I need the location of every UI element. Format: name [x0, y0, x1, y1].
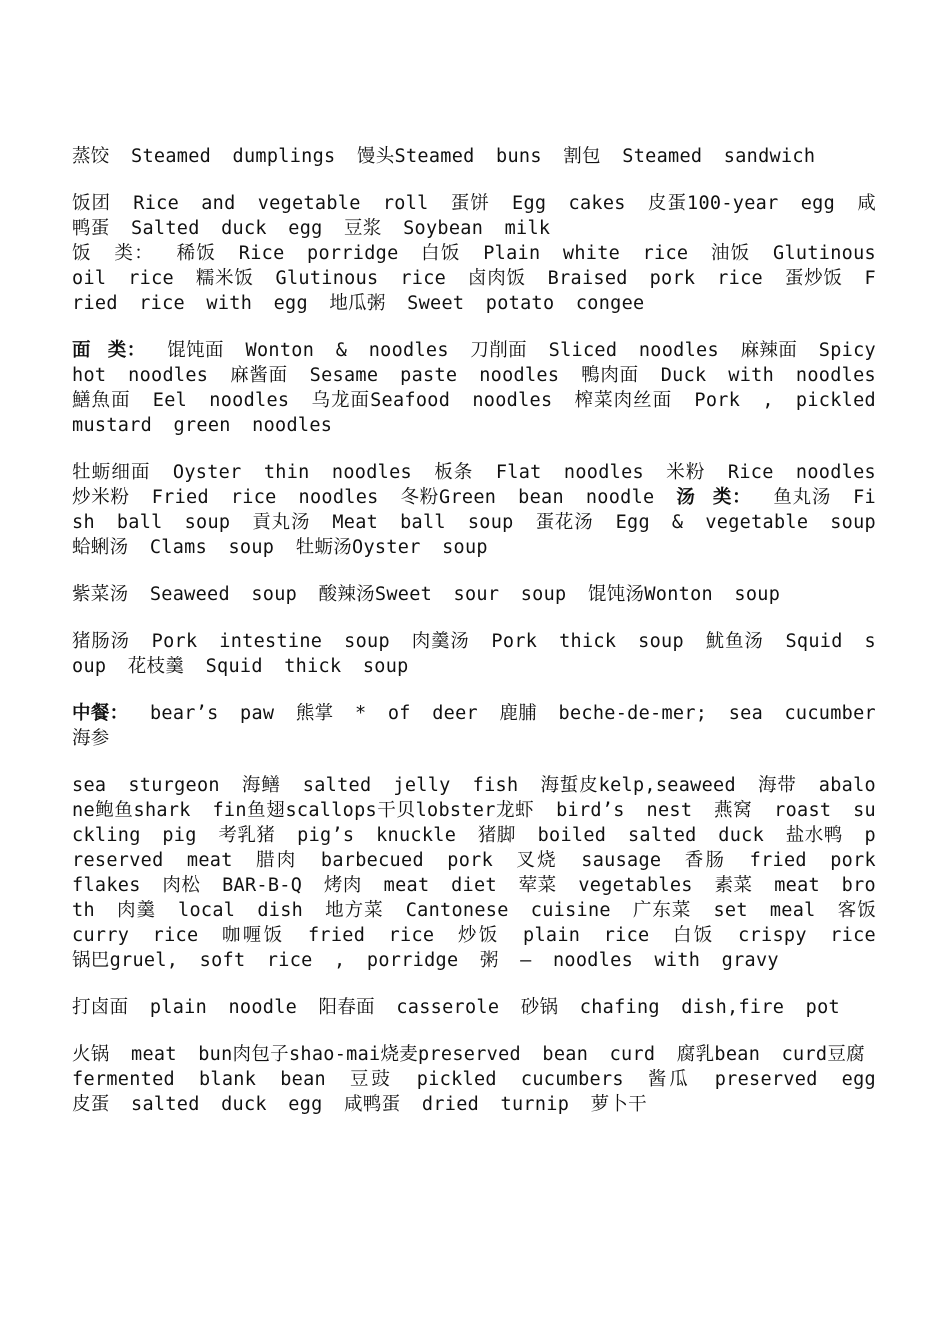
paragraph-preserved	[72, 1067, 876, 1117]
text-soups: 鱼丸汤 Fish ball soup 貢丸汤 Meat ball soup 蛋花汤 Egg & vegetable soup 蛤蜊汤 Clams soup 牡蛎汤Oyster soup	[72, 487, 876, 558]
text-seafood-list: sea sturgeon 海鳝 salted jelly fish 海蜇皮kelp,seaweed 海带 abalone鲍鱼shark fin鱼翅scallops干贝lobster龙虾 bird’s nest 燕窝 roast suckling pig 考乳猪 pig’s knuckle 猪脚 boiled salted duck 盐水鸭 preserved meat 腊肉 barbecued pork 叉烧 sausage 香肠 fried pork flakes 肉松 BAR-B-Q 烤肉 meat diet 荤菜 vegetables 素菜 meat broth 肉羹 local dish 地方菜 Cantonese cuisine 广东菜 set meal 客饭 curry rice 咖喱饭 fried rice 炒饭 plain rice 白饭 crispy rice 锅巴gruel, soft rice , porridge 粥 — noodles with gravy	[72, 775, 876, 971]
heading-rice-dishes: 饭 类：	[72, 243, 155, 264]
paragraph-rice-roll	[72, 191, 876, 241]
text-rice-dishes: 稀饭 Rice porridge 白饭 Plain white rice 油饭 Glutinous oil rice 糯米饭 Glutinous rice 卤肉饭 Braised pork rice 蛋炒饭 Fried rice with egg 地瓜粥 Sweet potato congee	[72, 243, 876, 314]
text-rice-roll: 饭团 Rice and vegetable roll 蛋饼 Egg cakes 皮蛋100-year egg 咸鸭蛋 Salted duck egg 豆浆 Soybean milk	[72, 193, 876, 239]
paragraph-noodles	[72, 338, 876, 438]
text-noodles: 馄饨面 Wonton & noodles 刀削面 Sliced noodles 麻辣面 Spicy hot noodles 麻酱面 Sesame paste noodles 鴨肉面 Duck with noodles 鱔魚面 Eel noodles 乌龙面Seafood noodles 榨菜肉丝面 Pork , pickled mustard green noodles	[72, 340, 876, 436]
paragraph-dumplings	[72, 144, 876, 169]
paragraph-chinese-meal	[72, 701, 876, 751]
paragraph-pork-soup	[72, 629, 876, 679]
text-pork-soup: 猪肠汤 Pork intestine soup 肉羹汤 Pork thick soup 魷鱼汤 Squid soup 花枝羹 Squid thick soup	[72, 631, 876, 677]
paragraph-seaweed-soup	[72, 582, 876, 607]
text-plain-noodle: 打卤面 plain noodle 阳春面 casserole 砂锅 chafing dish,fire pot	[72, 997, 840, 1018]
text-dumplings: 蒸饺 Steamed dumplings 馒头Steamed buns 割包 Steamed sandwich	[72, 146, 816, 167]
text-preserved: fermented blank bean 豆豉 pickled cucumbers 酱瓜 preserved egg 皮蛋 salted duck egg 咸鸭蛋 dried turnip 萝卜干	[72, 1069, 876, 1115]
heading-soups: 汤 类：	[676, 487, 752, 508]
text-seaweed-soup: 紫菜汤 Seaweed soup 酸辣汤Sweet sour soup 馄饨汤Wonton soup	[72, 584, 781, 605]
text-hotpot: 火锅 meat bun肉包子shao-mai烧麦preserved bean curd 腐乳bean curd豆腐	[72, 1044, 865, 1065]
paragraph-noodles-soups	[72, 460, 876, 560]
paragraph-plain-noodle	[72, 995, 876, 1020]
text-chinese-meal: bear’s paw 熊掌 * of deer 鹿脯 beche-de-mer; sea cucumber 海参	[72, 703, 876, 749]
paragraph-hotpot	[72, 1042, 876, 1067]
heading-noodles: 面 类：	[72, 340, 146, 361]
heading-chinese-meal: 中餐：	[72, 703, 129, 724]
paragraph-rice-dishes	[72, 241, 876, 316]
text-more-noodles: 牡蛎细面 Oyster thin noodles 板条 Flat noodles 米粉 Rice noodles 炒米粉 Fried rice noodles 冬粉Green bean noodle	[72, 462, 876, 508]
document-body	[72, 144, 876, 1117]
paragraph-seafood-list	[72, 773, 876, 973]
